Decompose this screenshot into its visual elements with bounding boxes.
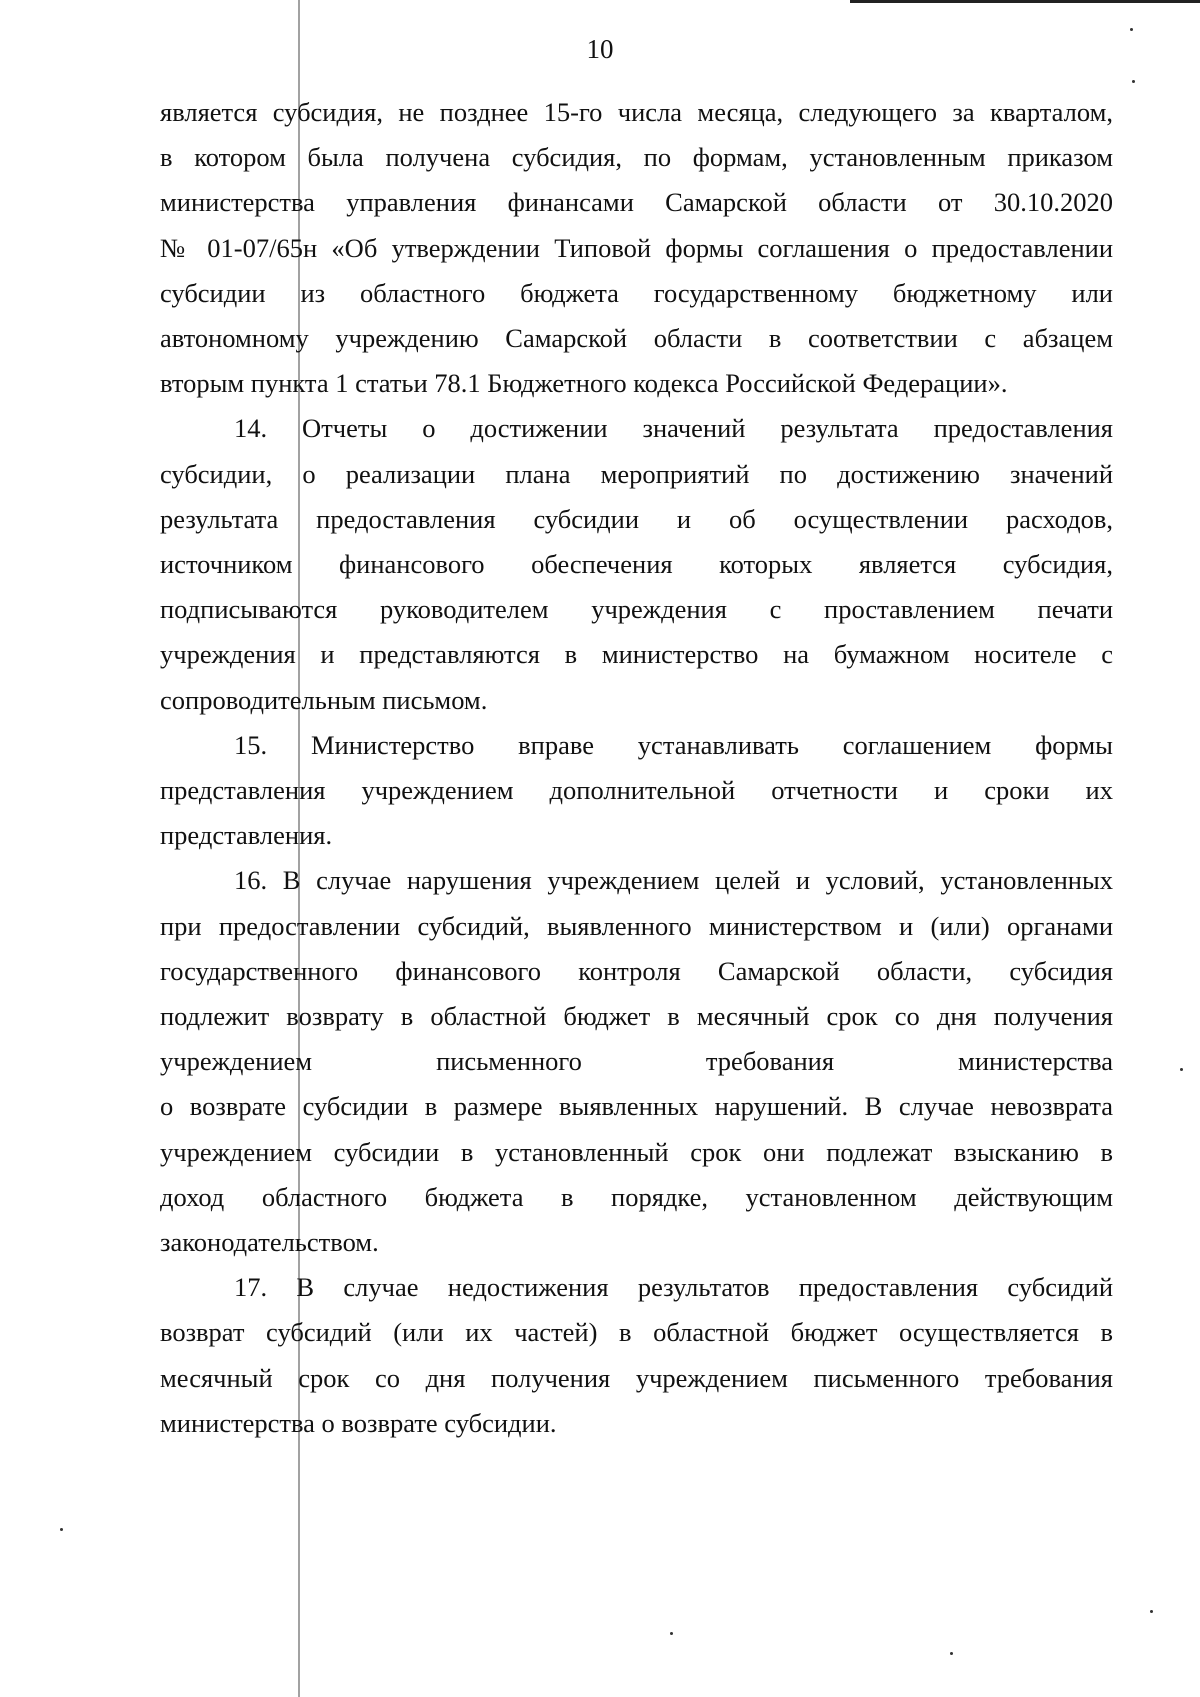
text-line: при предоставлении субсидий, выявленного министерством и (или) органами xyxy=(160,910,1113,941)
text-line: министерства о возврате субсидии. xyxy=(160,1407,557,1438)
scan-speck xyxy=(670,1632,673,1635)
text-line: представления учреждением дополнительной отчетности и сроки их xyxy=(160,775,1113,806)
text-line: государственного финансового контроля Самарской области, субсидия xyxy=(160,955,1113,986)
text-line: 14. Отчеты о достижении значений результата предоставления xyxy=(234,413,1113,444)
scan-edge-rule xyxy=(850,0,1200,3)
scan-speck xyxy=(950,1652,953,1655)
text-line: вторым пункта 1 статьи 78.1 Бюджетного кодекса Российской Федерации». xyxy=(160,368,1008,399)
text-line: учреждением письменного требования министерства xyxy=(160,1046,1113,1077)
scan-speck xyxy=(60,1528,63,1531)
text-line: 17. В случае недостижения результатов предоставления субсидий xyxy=(234,1272,1113,1303)
text-line: представления. xyxy=(160,820,333,851)
scan-speck xyxy=(1132,80,1135,83)
paragraph xyxy=(160,1265,1113,1446)
text-line: в котором была получена субсидия, по формам, установленным приказом xyxy=(160,142,1113,173)
text-line: сопроводительным письмом. xyxy=(160,684,488,715)
scan-speck xyxy=(1130,28,1133,31)
text-line: подписываются руководителем учреждения с проставлением печати xyxy=(160,594,1113,625)
text-line: 16. В случае нарушения учреждением целей и условий, установленных xyxy=(234,865,1113,896)
text-line: субсидии, о реализации плана мероприятий по достижению значений xyxy=(160,458,1113,489)
text-line: подлежит возврату в областной бюджет в месячный срок со дня получения xyxy=(160,1001,1113,1032)
text-line: возврат субсидий (или их частей) в областной бюджет осуществляется в xyxy=(160,1317,1113,1348)
text-line: является субсидия, не позднее 15-го числа месяца, следующего за кварталом, xyxy=(160,97,1113,127)
page-number: 10 xyxy=(586,34,614,64)
paragraph xyxy=(160,723,1113,859)
paragraph xyxy=(160,406,1113,722)
text-line: субсидии из областного бюджета государственному бюджетному или xyxy=(160,277,1113,308)
text-line: 15. Министерство вправе устанавливать соглашением формы xyxy=(234,729,1113,760)
text-line: доход областного бюджета в порядке, установленном действующим xyxy=(160,1181,1113,1212)
scan-speck xyxy=(1180,1068,1183,1071)
text-line: учреждением субсидии в установленный срок они подлежат взысканию в xyxy=(160,1136,1113,1167)
text-line: результата предоставления субсидии и об осуществлении расходов, xyxy=(160,503,1113,534)
scan-speck xyxy=(1150,1610,1153,1613)
text-line: законодательством. xyxy=(160,1227,379,1258)
text-line: учреждения и представляются в министерство на бумажном носителе с xyxy=(160,639,1113,670)
text-line: автономному учреждению Самарской области в соответствии с абзацем xyxy=(160,323,1113,354)
paragraph xyxy=(160,858,1113,1265)
text-line: источником финансового обеспечения которых является субсидия, xyxy=(160,549,1113,580)
text-line: месячный срок со дня получения учреждением письменного требования xyxy=(160,1362,1113,1393)
text-line: № 01-07/65н «Об утверждении Типовой формы соглашения о предоставлении xyxy=(160,232,1113,263)
paragraph xyxy=(160,90,1113,406)
text-line: о возврате субсидии в размере выявленных нарушений. В случае невозврата xyxy=(160,1091,1113,1122)
document-body xyxy=(160,90,1113,1446)
text-line: министерства управления финансами Самарской области от 30.10.2020 xyxy=(160,187,1113,218)
